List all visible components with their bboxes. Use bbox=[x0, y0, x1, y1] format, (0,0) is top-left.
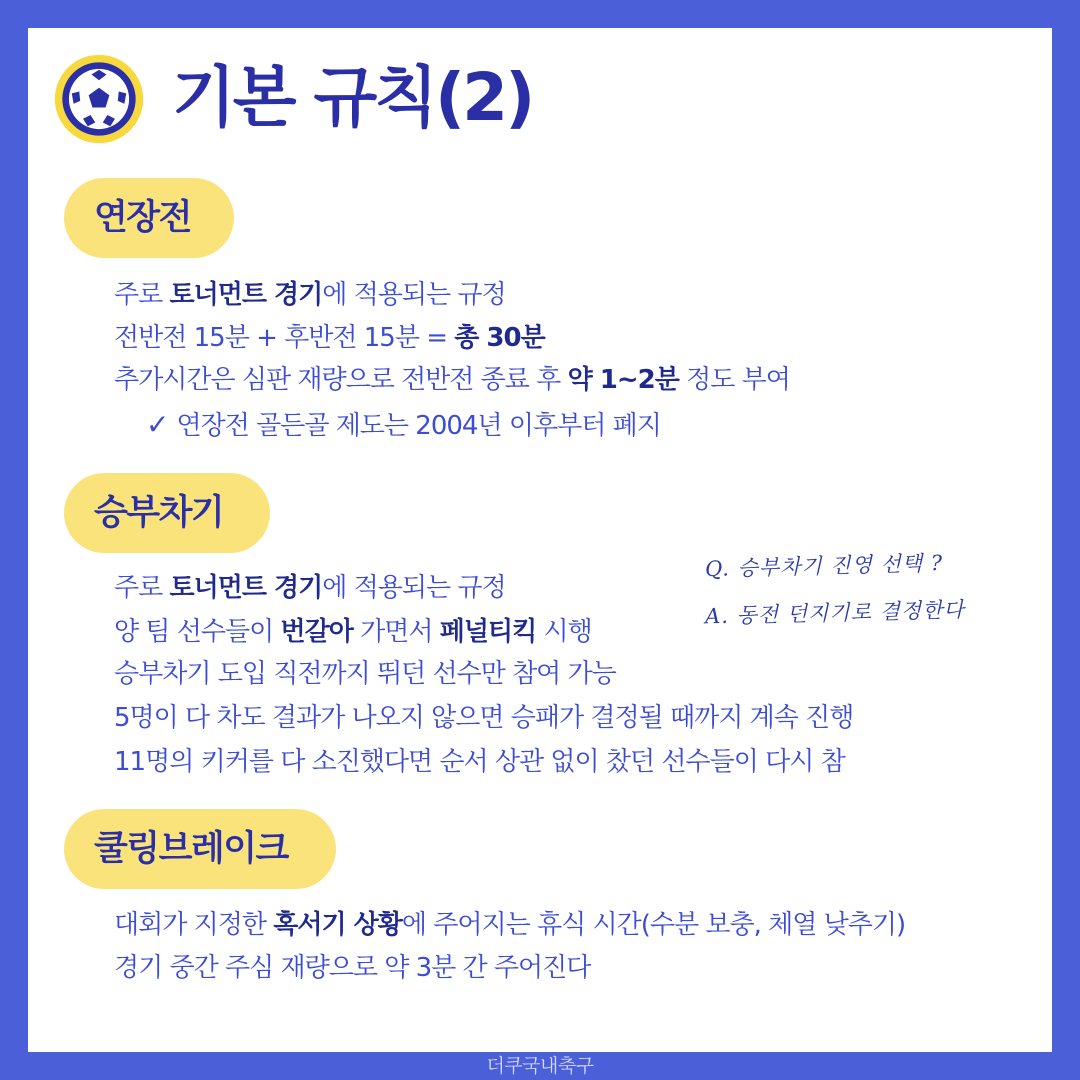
list-item: 추가시간은 심판 재량으로 전반전 종료 후 약 1~2분 정도 부여 bbox=[114, 365, 790, 395]
list-item: 대회가 지정한 혹서기 상황에 주어지는 휴식 시간(수분 보충, 체열 낮추기) bbox=[114, 910, 906, 940]
list-item: 11명의 키커를 다 소진했다면 순서 상관 없이 찼던 선수들이 다시 참 bbox=[114, 747, 845, 777]
check-icon: ✓ bbox=[146, 408, 169, 441]
handwritten-answer: A. 동전 던지기로 결정한다 bbox=[704, 597, 966, 629]
list-item: 경기 중간 주심 재량으로 약 3분 간 주어진다 bbox=[114, 953, 591, 983]
list-item: 전반전 15분 + 후반전 15분 = 총 30분 bbox=[114, 323, 545, 353]
list-item: 5명이 다 차도 결과가 나오지 않으면 승패가 결정될 때까지 계속 진행 bbox=[114, 703, 854, 733]
soccer-ball-icon bbox=[52, 52, 146, 146]
section-heading-extra-time: 연장전 bbox=[64, 178, 234, 258]
section-heading-penalty-shootout: 승부차기 bbox=[64, 473, 270, 553]
list-item: 양 팀 선수들이 번갈아 가면서 페널티킥 시행 bbox=[114, 617, 592, 647]
list-item: 승부차기 도입 직전까지 뛰던 선수만 참여 가능 bbox=[114, 659, 616, 689]
handwritten-question: Q. 승부차기 진영 선택 ? bbox=[704, 550, 944, 582]
footer-watermark: 더쿠국내축구 bbox=[486, 1055, 594, 1077]
page-title: 기본 규칙(2) bbox=[172, 59, 533, 136]
section-heading-cooling-break: 쿨링브레이크 bbox=[64, 809, 336, 889]
list-item: 주로 토너먼트 경기에 적용되는 규정 bbox=[114, 280, 506, 310]
list-item: ✓ 연장전 골든골 제도는 2004년 이후부터 폐지 bbox=[146, 408, 661, 441]
list-item: 주로 토너먼트 경기에 적용되는 규정 bbox=[114, 573, 506, 603]
